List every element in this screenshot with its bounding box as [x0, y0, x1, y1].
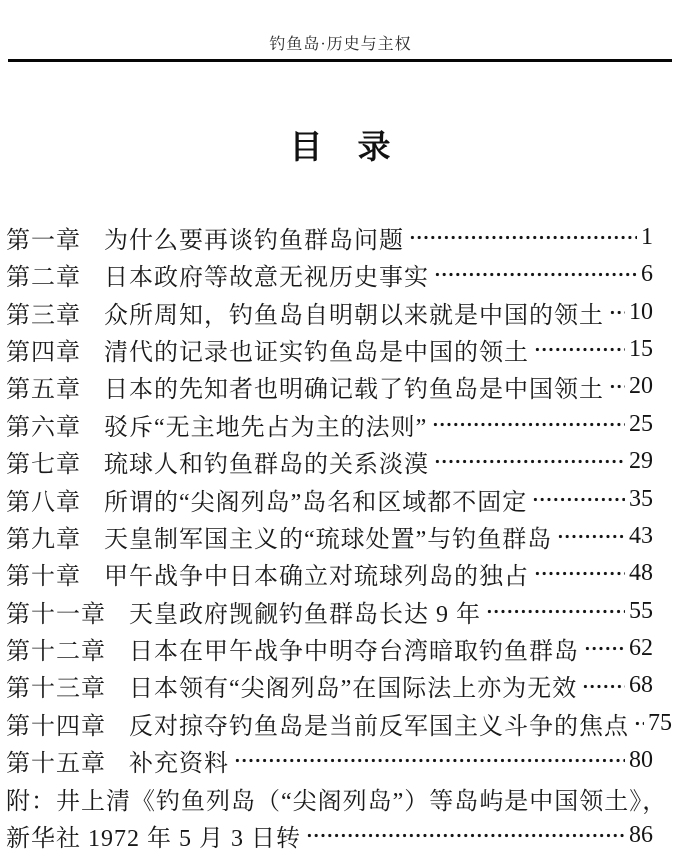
chapter-label: 第十五章: [6, 751, 106, 778]
chapter-title: 天皇政府觊觎钓鱼群岛长达 9 年: [129, 601, 481, 628]
dot-leader: [584, 630, 625, 667]
chapter-title: 众所周知，钓鱼岛自明朝以来就是中国的领土: [104, 302, 604, 329]
toc-list: [6, 219, 672, 855]
chapter-label: 第十二章: [6, 639, 106, 666]
page-number: 15: [629, 335, 653, 362]
chapter-label: 第一章: [6, 227, 81, 254]
dot-leader: [409, 219, 637, 256]
dot-leader: [609, 293, 625, 330]
dot-leader: [434, 256, 637, 293]
chapter-label: 第十一章: [6, 601, 106, 628]
chapter-label: 第六章: [6, 414, 81, 441]
chapter-title: 所谓的“尖阁列岛”岛名和区域都不固定: [104, 489, 528, 516]
chapter-label: 第七章: [6, 452, 81, 479]
toc-entry: [6, 293, 653, 330]
chapter-label: 第八章: [6, 489, 81, 516]
dot-leader: [557, 518, 625, 555]
chapter-label: 第九章: [6, 526, 81, 553]
chapter-title: 补充资料: [129, 751, 229, 778]
chapter-title: 驳斥“无主地先占为主的法则”: [104, 414, 428, 441]
toc-entry: [6, 555, 653, 592]
dot-leader: [432, 406, 625, 443]
chapter-title: 日本的先知者也明确记载了钓鱼岛是中国领土: [104, 377, 604, 404]
page-number: 86: [629, 822, 653, 849]
chapter-label: 第二章: [6, 265, 81, 292]
toc-entry: [6, 443, 653, 480]
toc-entry: [6, 331, 653, 368]
chapter-title: 反对掠夺钓鱼岛是当前反军国主义斗争的焦点: [129, 713, 629, 740]
header-rule: [8, 59, 672, 62]
page-number: 29: [629, 448, 653, 475]
chapter-title: 甲午战争中日本确立对琉球列岛的独占: [104, 564, 529, 591]
page-number: 80: [629, 747, 653, 774]
dot-leader: [486, 593, 625, 630]
toc-entry: [6, 219, 653, 256]
toc-entry: [6, 742, 653, 779]
appendix-text: 附：井上清《钓鱼列岛（“尖阁列岛”）等岛屿是中国领土》，: [6, 788, 668, 815]
toc-entry: [6, 518, 653, 555]
page-number: 43: [629, 522, 653, 549]
dot-leader: [634, 705, 644, 742]
running-header: 钓鱼岛·历史与主权: [269, 36, 412, 53]
toc-entry: [6, 368, 653, 405]
chapter-title: 日本在甲午战争中明夺台湾暗取钓鱼群岛: [129, 639, 579, 666]
chapter-label: 第四章: [6, 339, 81, 366]
chapter-title: 为什么要再谈钓鱼群岛问题: [104, 227, 404, 254]
chapter-label: 第十四章: [6, 713, 106, 740]
toc-entry: [6, 705, 672, 742]
toc-entry: [6, 480, 653, 517]
dot-leader: [434, 443, 625, 480]
page-number: 62: [629, 635, 653, 662]
toc-entry: [6, 406, 653, 443]
page-number: 20: [629, 373, 653, 400]
dot-leader: [534, 555, 625, 592]
page-number: 48: [629, 560, 653, 587]
dot-leader: [306, 817, 625, 854]
page-number: 25: [629, 410, 653, 437]
toc-entry: [6, 256, 653, 293]
chapter-label: 第三章: [6, 302, 81, 329]
chapter-title: 日本领有“尖阁列岛”在国际法上亦为无效: [129, 676, 578, 703]
page-number: 10: [629, 298, 653, 325]
page-number: 35: [629, 485, 653, 512]
dot-leader: [532, 480, 625, 517]
dot-leader: [582, 667, 625, 704]
page-number: 68: [629, 672, 653, 699]
page-title: 目 录: [289, 129, 392, 166]
chapter-title: 琉球人和钓鱼群岛的关系淡漠: [104, 452, 429, 479]
toc-entry: [6, 593, 653, 630]
toc-entry: [6, 667, 653, 704]
toc-entry: [6, 630, 653, 667]
chapter-label: 第五章: [6, 377, 81, 404]
appendix-line-2: [6, 817, 653, 854]
page-number: 6: [641, 261, 653, 288]
dot-leader: [609, 368, 625, 405]
dot-leader: [534, 331, 625, 368]
chapter-title: 日本政府等故意无视历史事实: [104, 265, 429, 292]
chapter-label: 第十三章: [6, 676, 106, 703]
toc-entries: [6, 219, 672, 780]
chapter-label: 第十章: [6, 564, 81, 591]
dot-leader: [234, 742, 625, 779]
page-number: 55: [629, 597, 653, 624]
page-number: 75: [648, 709, 672, 736]
chapter-title: 清代的记录也证实钓鱼岛是中国的领土: [104, 339, 529, 366]
appendix-line-1: [6, 779, 668, 816]
page-number: 1: [641, 223, 653, 250]
chapter-title: 天皇制军国主义的“琉球处置”与钓鱼群岛: [104, 526, 553, 553]
appendix-text-continued: 新华社 1972 年 5 月 3 日转: [6, 826, 301, 853]
